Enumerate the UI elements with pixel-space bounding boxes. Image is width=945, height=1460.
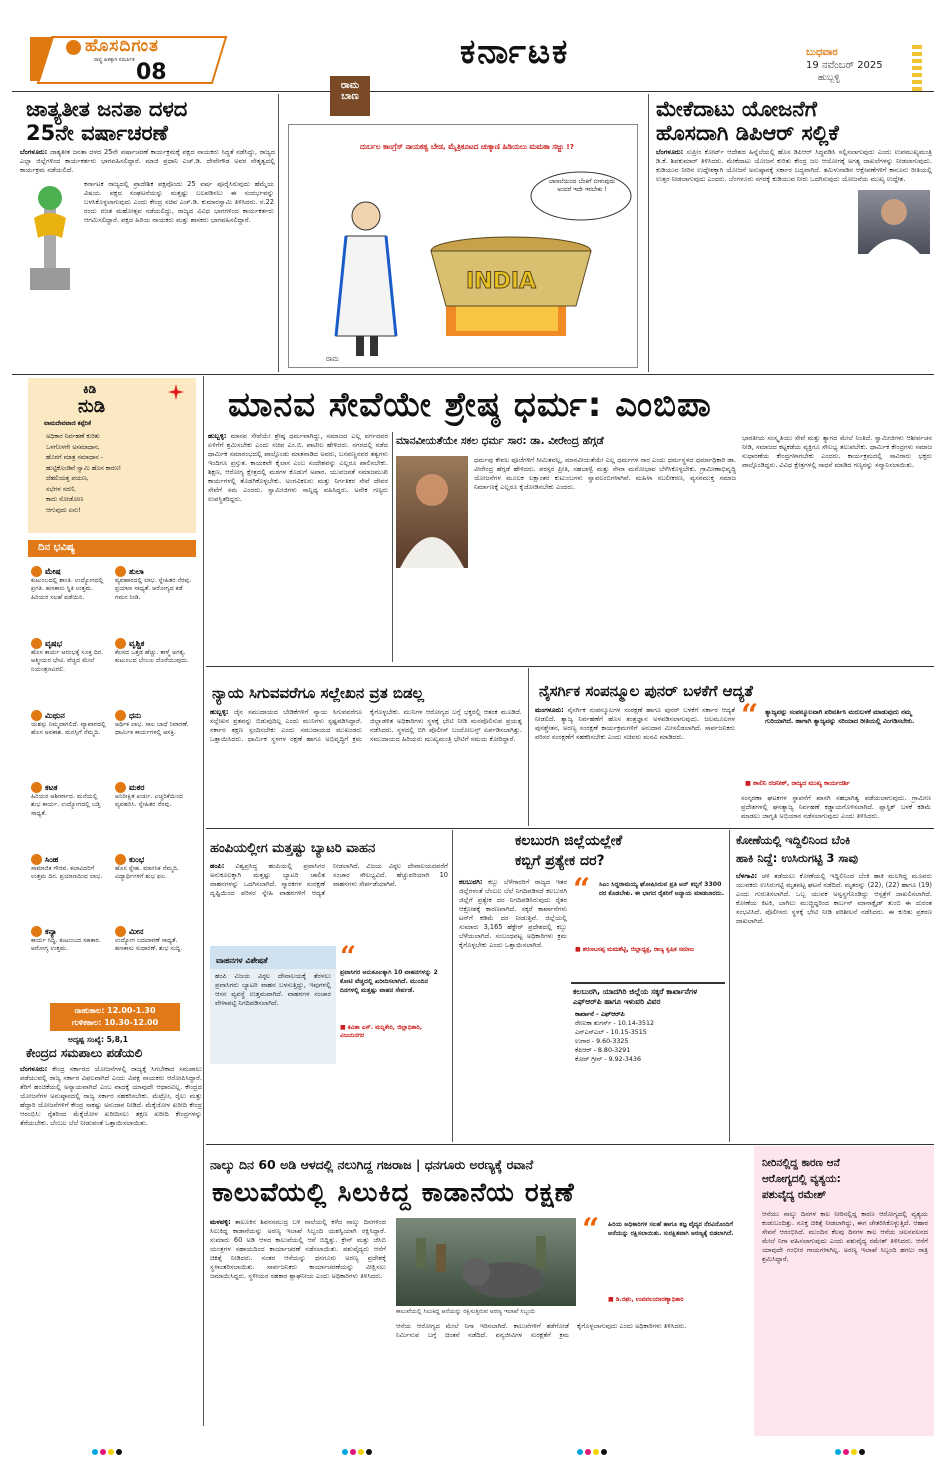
issue-date: 19 ನವೆಂಬರ್ 2025 [806, 60, 883, 71]
logo-block [30, 31, 230, 87]
quote-mark-icon: “ [340, 940, 357, 973]
rule-row-2 [206, 666, 934, 667]
table-row: ಕೆಪಿಆರ್ - 8.80-3291 [575, 1047, 631, 1054]
rule-left-col [203, 376, 204, 1426]
rashi-text: ಅನಿರೀಕ್ಷಿತ ಖರ್ಚು. ಎಚ್ಚರಿಕೆಯಿಂದ ವ್ಯವಹರಿಸಿ. ಸ್ನೇಹಿತರ ನೆರವು. [115, 793, 183, 809]
hampi-body [210, 862, 448, 942]
kalaburagi-quote-box [573, 872, 725, 988]
ramesh-body: ಆನೆಯು ನಾಲ್ಕು ದಿನಗಳ ಕಾಲ ನೀರಿನಲ್ಲಿದ್ದ ಕಾರಣ ಆರೋಗ್ಯದಲ್ಲಿ ವ್ಯತ್ಯಯ ಕಂಡುಬಂದಿತ್ತು. ಸೂಕ್ತ ಚಿಕಿತ್ಸೆ ನೀಡಲಾಗಿದ್ದು, ಈಗ ಚೇತರಿಸಿಕೊಳ್ಳುತ್ತಿದೆ. ಆಹಾರ ಸೇವನೆ ಆರಂಭಿಸಿದೆ. ಮುಂದಿನ ಕೆಲವು ದಿನಗಳ ಕಾಲ ಆನೆಯ ಚಲನವಲನದ ಮೇಲೆ ನಿಗಾ ವಹಿಸಲಾಗುವುದು ಎಂದು ಪಶುವೈದ್ಯ ರಮೇಶ್ ತಿಳಿಸಿದರು. ಆನೆಗೆ ಯಾವುದೇ ಗಂಭೀರ ಗಾಯಗಳಾಗಿಲ್ಲ. ಅರಣ್ಯ ಇಲಾಖೆ ಸಿಬ್ಬಂದಿ ಹಗಲು ರಾತ್ರಿ ಶ್ರಮಿಸಿದ್ದಾರೆ. [762, 1210, 928, 1263]
zodiac-aries-icon [31, 566, 42, 577]
quote-mark-icon: “ [741, 698, 759, 733]
natural-body-2: ಸಂಸ್ಕರಣಾ ಘಟಕಗಳ ಸ್ಥಾಪನೆಗೆ ಖಾಸಗಿ ಸಹಭಾಗಿತ್ವ ಪಡೆಯಲಾಗುವುದು. ಗ್ರಾಮೀಣ ಪ್ರದೇಶಗಳಲ್ಲಿ ಘನತ್ಯಾಜ್ಯ ನಿರ್ವಹಣೆ ಕಡ್ಡಾಯಗೊಳಿಸಲಾಗಿದೆ. ಪ್ಲಾಸ್ಟಿಕ್ ಬಳಕೆ ಕಡಿಮೆ ಮಾಡಲು ಜಾಗೃತಿ ಅಭಿಯಾನ ನಡೆಸಲಾಗುವುದು ಎಂದು ತಿಳಿಸಿದರು. [741, 794, 931, 820]
person-photo-icon [396, 456, 468, 568]
zodiac-leo-icon [31, 854, 42, 865]
rashi-text: ಹಿರಿಯರ ಆಶೀರ್ವಾದ. ಮನೆಯಲ್ಲಿ ಶುಭ ಕಾರ್ಯ. ಉದ್ಯೋಗದಲ್ಲಿ ಬಡ್ತಿ ಸಾಧ್ಯತೆ. [31, 793, 101, 817]
rashi-name: ಕನ್ಯಾ [45, 927, 57, 936]
hampi-story [206, 830, 450, 1142]
rule-row-1 [12, 374, 934, 375]
kidi-line: ಅಧಿಕಾರ ನಿರ್ವಹಣೆ ಕುರಿತು [46, 433, 100, 440]
manava-body-left-text: ಮಾನವ ಸೇವೆಯೇ ಶ್ರೇಷ್ಠ ಧರ್ಮವಾಗಿದ್ದು, ಸಮಾಜದ ಎಲ್ಲ ವರ್ಗದವರ ಏಳಿಗೆಗೆ ಶ್ರಮಿಸಬೇಕು ಎಂದು ಸಚಿವ ಎಂ.ಬಿ. ಪಾಟೀಲ ಹೇಳಿದರು. ನಗರದಲ್ಲಿ ನಡೆದ ಧಾರ್ಮಿಕ ಸಮಾರಂಭದಲ್ಲಿ ಪಾಲ್ಗೊಂಡು ಮಾತನಾಡಿದ ಅವರು, ಬಸವಣ್ಣನವರ ತತ್ವಗಳು ಇಂದಿಗೂ ಪ್ರಸ್ತುತ. ಕಾಯಕವೇ ಕೈಲಾಸ ಎಂಬ ಸಂದೇಶವನ್ನು ಎಲ್ಲರೂ ಪಾಲಿಸಬೇಕು. ಶಿಕ್ಷಣ, ಆರೋಗ್ಯ ಕ್ಷೇತ್ರದಲ್ಲಿ ಮಠಗಳ ಕೊಡುಗೆ ಅಪಾರ. ಯುವಜನತೆ ಸಮಾಜಮುಖಿ ಕಾರ್ಯಗಳಲ್ಲಿ ತೊಡಗಿಕೊಳ್ಳಬೇಕು. ಅಂಗವಿಕಲರು ಮತ್ತು ನಿರ್ಗತಿಕರ ಸೇವೆ ದೇವರ ಸೇವೆಗೆ ಸಮ ಎಂದರು. ಸ್ವಾಮೀಜಿಗಳು ಸಾನ್ನಿಧ್ಯ ವಹಿಸಿದ್ದರು. ಅನೇಕ ಗಣ್ಯರು ಉಪಸ್ಥಿತರಿದ್ದರು. [208, 432, 388, 503]
koneyal-headline-1: ಕೋಣೆಯಲ್ಲಿ ಇದ್ದಿಲಿನಿಂದ ಬೆಂಕಿ [736, 833, 851, 847]
elephant-headline: ಕಾಲುವೆಯಲ್ಲಿ ಸಿಲುಕಿದ್ದ ಕಾಡಾನೆಯ ರಕ್ಷಣೆ [212, 1178, 575, 1208]
logo-tagline: ರಾಷ್ಟ್ರ ಹಿತಕ್ಕಾಗಿ ಸಮರ್ಪಿತ [94, 57, 135, 63]
koneyal-body-text: ಚಳಿ ತಡೆಯಲು ಕೋಣೆಯಲ್ಲಿ ಇದ್ದಿಲಿನಿಂದ ಬೆಂಕಿ ಹಾಕಿ ಮಲಗಿದ್ದ ಮೂವರು ಯುವಕರು ಉಸಿರುಗಟ್ಟಿ ಮೃತಪಟ್ಟ ಘಟನೆ ನಡೆದಿದೆ. ಮೃತರನ್ನು (22), (22) ಹಾಗೂ (19) ಎಂದು ಗುರುತಿಸಲಾಗಿದೆ. ಒಬ್ಬ ಯುವಕ ಅಸ್ವಸ್ಥಗೊಂಡಿದ್ದು ಆಸ್ಪತ್ರೆಗೆ ದಾಖಲಿಸಲಾಗಿದೆ. ಕೋಣೆಯ ಕಿಟಕಿ, ಬಾಗಿಲು ಮುಚ್ಚಿದ್ದರಿಂದ ಕಾರ್ಬನ್ ಮಾನಾಕ್ಸೈಡ್ ತುಂಬಿ ಈ ದುರಂತ ಸಂಭವಿಸಿದೆ. ಪೊಲೀಸರು ಸ್ಥಳಕ್ಕೆ ಭೇಟಿ ನೀಡಿ ಪರಿಶೀಲನೆ ನಡೆಸಿದರು. ಈ ಕುರಿತು ಪ್ರಕರಣ ದಾಖಲಾಗಿದೆ. [736, 872, 932, 925]
cartoon-signature: ರಾಮ [326, 355, 339, 363]
manava-body-right: ಭಾರತೀಯ ಸಂಸ್ಕೃತಿಯು ಸೇವೆ ಮತ್ತು ತ್ಯಾಗದ ಮೇಲೆ ನಿಂತಿದೆ. ಸ್ವಾಮೀಜಿಗಳು ಆಶೀರ್ವಚನ ನೀಡಿ, ಸಮಾಜದ ಕಟ್ಟಕಡೆಯ ವ್ಯಕ್ತಿಗೂ ಸೌಲಭ್ಯ ತಲುಪಬೇಕು. ಧಾರ್ಮಿಕ ಕೇಂದ್ರಗಳು ಸಮಾಜ ಸುಧಾರಣೆಯ ಕೇಂದ್ರಗಳಾಗಬೇಕು ಎಂದರು. ಕಾರ್ಯಕ್ರಮದಲ್ಲಿ ಸಾವಿರಾರು ಭಕ್ತರು ಪಾಲ್ಗೊಂಡಿದ್ದರು. ವಿವಿಧ ಕ್ಷೇತ್ರಗಳಲ್ಲಿ ಸಾಧನೆ ಮಾಡಿದ ಗಣ್ಯರನ್ನು ಸನ್ಮಾನಿಸಲಾಯಿತು. [742, 434, 932, 469]
rashi-item [28, 780, 112, 852]
rashi-item [112, 852, 196, 924]
rashi-text: ಕುಟುಂಬದಲ್ಲಿ ಶಾಂತಿ. ಉದ್ಯೋಗದಲ್ಲಿ ಪ್ರಗತಿ. ಹಣಕಾಸು ಸ್ಥಿತಿ ಉತ್ತಮ. ಹಿರಿಯರ ಸಲಹೆ ಪಡೆಯಿರಿ. [31, 577, 104, 601]
zodiac-cancer-icon [31, 782, 42, 793]
kidi-title-2: ನುಡಿ [78, 396, 106, 417]
rule-mid-2 [452, 830, 453, 1142]
koneyal-body [736, 872, 932, 1138]
rashi-text: ಆರ್ಥಿಕ ಲಾಭ. ಸಾಲ ಬಾಧೆ ನಿವಾರಣೆ. ಧಾರ್ಮಿಕ ಕಾರ್ಯಗಳಲ್ಲಿ ಆಸಕ್ತಿ. [115, 721, 189, 737]
bhavishya-title: ದಿನ ಭವಿಷ್ಯ [38, 542, 75, 553]
elephant-body-text: ತಾಲೂಕಿನ ಶಿವನಸಮುದ್ರ ಬಳಿ ನಾಲೆಯಲ್ಲಿ ಕಳೆದ ನಾಲ್ಕು ದಿನಗಳಿಂದ ಸಿಲುಕಿದ್ದ ಕಾಡಾನೆಯನ್ನು ಅರಣ್ಯ ಇಲಾಖೆ ಸಿಬ್ಬಂದಿ ಯಶಸ್ವಿಯಾಗಿ ರಕ್ಷಿಸಿದ್ದಾರೆ. ಸುಮಾರು 60 ಅಡಿ ಆಳದ ಕಾಲುವೆಯಲ್ಲಿ ಆನೆ ಬಿದ್ದಿತ್ತು. ಕ್ರೇನ್ ಮತ್ತು ಜೆಸಿಬಿ ಯಂತ್ರಗಳ ಸಹಾಯದಿಂದ ಕಾರ್ಯಾಚರಣೆ ನಡೆಸಲಾಯಿತು. ಪಶುವೈದ್ಯರು ಆನೆಗೆ ಚಿಕಿತ್ಸೆ ನೀಡಿದರು. ನಂತರ ಆನೆಯನ್ನು ಧನಗೂರು ಅರಣ್ಯ ಪ್ರದೇಶಕ್ಕೆ ಸ್ಥಳಾಂತರಿಸಲಾಯಿತು. ಸಾರ್ವಜನಿಕರು ಕಾರ್ಯಾಚರಣೆಯನ್ನು ವೀಕ್ಷಿಸಲು ಜಮಾಯಿಸಿದ್ದರು. ಸ್ಥಳೀಯರ ಸಹಕಾರ ಶ್ಲಾಘನೀಯ ಎಂದು ಅಧಿಕಾರಿಗಳು ತಿಳಿಸಿದರು. [210, 1218, 386, 1280]
zodiac-virgo-icon [31, 926, 42, 937]
ramesh-box [754, 1146, 934, 1436]
rashi-name: ಸಿಂಹ [45, 855, 59, 864]
natural-dateline: ಮಂಗಳೂರು: [535, 706, 564, 714]
zodiac-capricorn-icon [115, 782, 126, 793]
rule-mid-1 [528, 668, 529, 826]
rashi-item [112, 708, 196, 780]
rashi-text: ಸಾಮಾಜಿಕ ಗೌರವ. ಕಲಾವಿದರಿಗೆ ಉತ್ತಮ ದಿನ. ಪ್ರಯಾಣದಿಂದ ಲಾಭ. [31, 865, 103, 881]
elephant-kicker: ನಾಲ್ಕು ದಿನ 60 ಅಡಿ ಆಳದಲ್ಲಿ ನಲುಗಿದ್ದ ಗಜರಾಜ | ಧನಗೂರು ಅರಣ್ಯಕ್ಕೆ ರವಾನೆ [210, 1157, 534, 1172]
rashi-text: ಹೊಸ ಕಾರ್ಯ ಆರಂಭಕ್ಕೆ ಸೂಕ್ತ ದಿನ. ಆತ್ಮೀಯರ ಭೇಟಿ. ವೆಚ್ಚದ ಮೇಲೆ ನಿಯಂತ್ರಣವಿರಲಿ. [31, 649, 104, 673]
koneyal-story [732, 830, 934, 1142]
zodiac-sagittarius-icon [115, 710, 126, 721]
elephant-quote-box [582, 1212, 750, 1314]
natural-quote: ತ್ಯಾಜ್ಯವನ್ನು ಸಂಪನ್ಮೂಲವಾಗಿ ಪರಿವರ್ತಿಸಿ ಮರುಬಳಕೆ ಮಾಡುವುದು ನಮ್ಮ ಗುರಿಯಾಗಿದೆ. ಹಾಗಾಗಿ ತ್ಯಾಜ್ಯವನ್ನು ಸರಿಯಾದ ರೀತಿಯಲ್ಲಿ ವಿಂಗಡಿಸಬೇಕು. [765, 708, 915, 725]
rashi-item [112, 564, 196, 636]
rashi-name: ವೃಷಭ [45, 639, 62, 648]
jds-lead [20, 148, 275, 178]
rashi-name: ಕುಂಭ [129, 855, 145, 864]
kalaburagi-box-rows [571, 1010, 725, 1064]
rule-top-left [278, 94, 279, 372]
rashi-text: ಯಶಸ್ಸು ನಿಮ್ಮದಾಗಲಿದೆ. ವ್ಯಾಪಾರದಲ್ಲಿ ಹೊಸ ಅವಕಾಶ. ಮನಸ್ಸಿಗೆ ನೆಮ್ಮದಿ. [31, 721, 106, 737]
ramabana-badge [330, 76, 370, 116]
rashi-text: ಹೊಸ ಸ್ನೇಹ. ಮಾನಸಿಕ ನೆಮ್ಮದಿ. ವಿದ್ಯಾರ್ಥಿಗಳಿಗೆ ಶುಭ ಫಲ. [115, 865, 180, 881]
kidi-spark-icon [168, 384, 184, 400]
rashi-name: ವೃಶ್ಚಿಕ [129, 639, 145, 648]
rashi-item [28, 636, 112, 708]
elephant-story [206, 1146, 752, 1438]
kidi-nudi-box [28, 378, 196, 533]
zodiac-libra-icon [115, 566, 126, 577]
ramesh-headline-1: ನೀರಿನಲ್ಲಿದ್ದ ಕಾರಣ ಆನೆ [762, 1157, 840, 1169]
manava-sub-body: ಧರ್ಮವು ಕೇವಲ ಪೂಜೆಗಳಿಗೆ ಸೀಮಿತವಲ್ಲ, ಮಾನವೀಯತೆಯೇ ಎಲ್ಲ ಧರ್ಮಗಳ ಸಾರ ಎಂದು ಧರ್ಮಸ್ಥಳದ ಧರ್ಮಾಧಿಕಾರಿ ಡಾ. ವೀರೇಂದ್ರ ಹೆಗ್ಗಡೆ ಹೇಳಿದರು. ಪರಸ್ಪರ ಪ್ರೀತಿ, ಸಹಬಾಳ್ವೆ ಮತ್ತು ಸೇವಾ ಮನೋಭಾವ ಬೆಳೆಸಿಕೊಳ್ಳಬೇಕು. ಗ್ರಾಮೀಣಾಭಿವೃದ್ಧಿ ಯೋಜನೆಗಳ ಮೂಲಕ ಲಕ್ಷಾಂತರ ಕುಟುಂಬಗಳು ಸ್ವಾವಲಂಬಿಗಳಾಗಿವೆ. ಮಹಿಳಾ ಸಬಲೀಕರಣ, ವ್ಯಸನಮುಕ್ತ ಸಮಾಜ ನಿರ್ಮಾಣಕ್ಕೆ ಎಲ್ಲರೂ ಕೈಜೋಡಿಸಬೇಕು ಎಂದರು. [474, 456, 736, 491]
manava-photo [396, 456, 468, 568]
natural-story [531, 668, 934, 828]
kidi-line: ಕಾದು ನೋಡೋಣ [46, 496, 84, 503]
rashi-item [28, 564, 112, 636]
sallekhana-dateline: ಹುಬ್ಬಳ್ಳಿ: [210, 708, 229, 716]
rashi-item [112, 780, 196, 852]
ramabana-badge-top: ರಾಮ [340, 80, 360, 91]
natural-headline: ನೈಸರ್ಗಿಕ ಸಂಪನ್ಮೂಲ ಪುನರ್ ಬಳಕೆಗೆ ಆದ್ಯತೆ [539, 682, 753, 700]
rashi-name: ಮಕರ [129, 783, 145, 792]
kalaburagi-headline-1: ಕಲಬುರಗಿ ಜಿಲ್ಲೆಯಲ್ಲೇಕೆ [515, 833, 623, 849]
mekedatu-headline-1: ಮೇಕೆದಾಟು ಯೋಜನೆಗೆ [656, 97, 817, 121]
natural-body [535, 706, 735, 826]
gulikakala: ಗುಳಿಕಕಾಲ: 10.30-12.00 [71, 1018, 159, 1027]
zodiac-scorpio-icon [115, 638, 126, 649]
hampi-box-title: ವಾಹನಗಳ ವಿಶೇಷತೆ [216, 956, 268, 965]
ramesh-headline-3: ಪಶುವೈದ್ಯ ರಮೇಶ್ [762, 1189, 827, 1201]
hampi-dateline: ಹಂಪಿ: [210, 862, 225, 870]
cartoon-bubble-text: ಬಾಣಲೆಯಿಂದ ಬೆಂಕಿಗೆ ಬೀಳುವುದು ಅಂದರೆ ಇದೇ ಇರಬೇಕು ! [548, 178, 616, 193]
kidi-title-1: ಕಿಡಿ [83, 382, 97, 396]
manava-headline: ಮಾನವ ಸೇವೆಯೇ ಶ್ರೇಷ್ಠ ಧರ್ಮ: ಎಂಬಿಪಾ [228, 385, 712, 425]
hampi-headline: ಹಂಪಿಯಲ್ಲೀಗ ಮತ್ತಷ್ಟು ಬ್ಯಾಟರಿ ವಾಹನ [210, 841, 376, 856]
cartoon-pot-text: INDIA [466, 269, 537, 294]
manava-sub-headline: ಮಾನವೀಯತೆಯೇ ಸಕಲ ಧರ್ಮ ಸಾರ: ಡಾ. ವೀರೇಂದ್ರ ಹೆಗ್ಗಡೆ [396, 435, 604, 447]
zodiac-gemini-icon [31, 710, 42, 721]
rule-top-right [648, 94, 649, 372]
masthead [0, 0, 945, 92]
central-share-headline: ಕೇಂದ್ರದ ಸಮಪಾಲು ಪಡೆಯಲಿ [26, 1046, 143, 1060]
dina-bhavishya [28, 540, 196, 1080]
registration-marks-icon [90, 1447, 870, 1457]
kidi-line: ಆಗುವುದು ಏನು! [46, 506, 81, 514]
lucky-number: ಅದೃಷ್ಟ ಸಂಖ್ಯೆ: 5,8,1 [68, 1035, 128, 1044]
rashi-grid [28, 564, 196, 996]
kalaburagi-headline-2: ಕಬ್ಬಿಗೆ ಪ್ರತ್ಯೇಕ ದರ? [515, 853, 605, 869]
manava-rule [392, 432, 393, 662]
zodiac-pisces-icon [115, 926, 126, 937]
rashi-item [112, 924, 196, 996]
kalaburagi-box-title: ಕಲಬುರಗಿ, ಯಾದಗಿರಿ ಜಿಲ್ಲೆಯ ಸಕ್ಕರೆ ಕಾರ್ಖಾನೆಗಳ ಎಫ್‌ಆರ್‌ಪಿ ಹಾಗೂ ಇಳುವರಿ ವಿವರ [573, 987, 698, 1006]
koneyal-headline-2: ಹಾಕಿ ನಿದ್ದೆ: ಉಸಿರುಗಟ್ಟಿ 3 ಸಾವು [736, 851, 858, 865]
rashi-text: ವ್ಯವಹಾರದಲ್ಲಿ ಲಾಭ. ಸ್ನೇಹಿತರ ನೆರವು. ಪ್ರಯಾಣ ಸಾಧ್ಯತೆ. ಆರೋಗ್ಯದ ಕಡೆ ಗಮನ ನೀಡಿ. [115, 577, 192, 601]
rashi-item [112, 636, 196, 708]
cartoon-caption: ದುರ್ಬಲ ಕಾಂಗ್ರೆಸ್ ನಾಯಕತ್ವ ಬೇಡ, ಮೈತ್ರಿಕೂಟದ ಚುಕ್ಕಾಣಿ ಹಿಡಿಯಲು ಮಮತಾ ಸಜ್ಜು !? [360, 142, 574, 151]
rashi-name: ಮೇಷ [45, 567, 61, 576]
bhavishya-title-bar [28, 540, 196, 557]
elephant-quote: ಹಿರಿಯ ಅಧಿಕಾರಿಗಳ ಸಲಹೆ ಹಾಗೂ ತಜ್ಞ ವೈದ್ಯರ ನೆರವಿನೊಂದಿಗೆ ಆನೆಯನ್ನು ರಕ್ಷಿಸಲಾಯಿತು. ಸುರಕ್ಷಿತವಾಗಿ ಅರಣ್ಯಕ್ಕೆ ಬಿಡಲಾಗಿದೆ. [608, 1221, 734, 1237]
natural-quote-author: ■ ಶಾಲಿನಿ ರಜನೀಶ್, ರಾಜ್ಯದ ಮುಖ್ಯ ಕಾರ್ಯದರ್ಶಿ [745, 780, 850, 787]
sallekhana-body-text: ಜೈನ ಸಮುದಾಯದ ಬೇಡಿಕೆಗಳಿಗೆ ನ್ಯಾಯ ಸಿಗುವವರೆಗೂ ಸಲ್ಲೇಖನ ವ್ರತವನ್ನು ಬಿಡುವುದಿಲ್ಲ ಎಂದು ಮುನಿಗಳು ಸ್ಪಷ್ಟಪಡಿಸಿದ್ದಾರೆ. ಸರ್ಕಾರ ತಕ್ಷಣ ಸ್ಪಂದಿಸಬೇಕು ಎಂದು ಸಮುದಾಯದ ಮುಖಂಡರು ಒತ್ತಾಯಿಸಿದರು. ಧಾರ್ಮಿಕ ಸ್ಥಳಗಳ ರಕ್ಷಣೆ ಹಾಗೂ ಅಭಿವೃದ್ಧಿಗೆ ಕ್ರಮ ಕೈಗೊಳ್ಳಬೇಕು. ಮುನಿಗಳ ಆರೋಗ್ಯದ ಬಗ್ಗೆ ಭಕ್ತರಲ್ಲಿ ಆತಂಕ ಮೂಡಿದೆ. ಜಿಲ್ಲಾಡಳಿತ ಅಧಿಕಾರಿಗಳು ಸ್ಥಳಕ್ಕೆ ಭೇಟಿ ನೀಡಿ ಮನವೊಲಿಸುವ ಪ್ರಯತ್ನ ನಡೆಸಿದರು. ಸ್ಥಳದಲ್ಲಿ ಬಿಗಿ ಪೊಲೀಸ್ ಬಂದೋಬಸ್ತ್ ಏರ್ಪಡಿಸಲಾಗಿತ್ತು. ಸಮುದಾಯದ ಹಿರಿಯರು ಮುಖ್ಯಮಂತ್ರಿ ಭೇಟಿಗೆ ಸಮಯ ಕೋರಿದ್ದಾರೆ. [210, 708, 522, 743]
table-row: ರೇಣುಕಾ ಶುಗರ್ಸ್ - 10.14-3512 [575, 1020, 655, 1027]
table-row: ಉಗಾರ - 9.60-3325 [575, 1038, 629, 1045]
kalaburagi-quote-author: ■ ಶರಣಬಸಪ್ಪ ಮಮಶೆಟ್ಟಿ, ಜಿಲ್ಲಾಧ್ಯಕ್ಷ, ರಾಜ್ಯ ಕೃಷಿಕ ಸಮಾಜ [575, 946, 694, 953]
mekedatu-body-text: ಸುಪ್ರೀಂ ಕೋರ್ಟ್ ಆದೇಶದ ಹಿನ್ನೆಲೆಯಲ್ಲಿ ಹೊಸ ಡಿಪಿಆರ್ ಸಿದ್ಧಪಡಿಸಿ ಸಲ್ಲಿಸಲಾಗುವುದು ಎಂದು ಉಪಮುಖ್ಯಮಂತ್ರಿ ಡಿ.ಕೆ. ಶಿವಕುಮಾರ್ ತಿಳಿಸಿದರು. ಮೇಕೆದಾಟು ಯೋಜನೆ ಕುರಿತು ಕೇಂದ್ರ ಜಲ ಆಯೋಗಕ್ಕೆ ಅಗತ್ಯ ದಾಖಲೆಗಳನ್ನು ನೀಡಲಾಗುವುದು. ಕುಡಿಯುವ ನೀರಿನ ಉದ್ದೇಶಕ್ಕಾಗಿ ಯೋಜನೆ ಅನುಷ್ಠಾನಕ್ಕೆ ಸರ್ಕಾರ ಬದ್ಧವಾಗಿದೆ. ತಮಿಳುನಾಡಿನ ಆಕ್ಷೇಪಣೆಗಳಿಗೆ ಕಾನೂನು ರೀತಿಯಲ್ಲಿ ಉತ್ತರ ನೀಡಲಾಗುವುದು ಎಂದರು. ಬೆಂಗಳೂರು ನಗರಕ್ಕೆ ಕುಡಿಯುವ ನೀರು ಒದಗಿಸುವುದು ಯೋಜನೆಯ ಮುಖ್ಯ ಉದ್ದೇಶ. [656, 148, 932, 183]
hampi-info-box [210, 946, 336, 1064]
rashi-name: ಮಿಥುನ [45, 711, 65, 720]
hampi-box-title-bar [210, 946, 336, 969]
rule-mid-3 [729, 830, 730, 1142]
issue-city: ಹುಬ್ಬಳ್ಳಿ [818, 73, 840, 83]
manava-story [206, 376, 934, 666]
koneyal-dateline: ಬೆಳಗಾವಿ: [736, 872, 758, 880]
table-row: ಎನ್ಎಸ್ಎಲ್ - 10.15-3515 [575, 1029, 647, 1036]
elephant-body-2: ಆನೆಯ ಆರೋಗ್ಯದ ಮೇಲೆ ನಿಗಾ ಇರಿಸಲಾಗಿದೆ. ಕಾಲುವೆಗಳಿಗೆ ತಡೆಗೋಡೆ ನಿರ್ಮಿಸುವ ಬಗ್ಗೆ ಚಿಂತನೆ ನಡೆದಿದೆ. ವನ್ಯಜೀವಿಗಳ ಸುರಕ್ಷತೆಗೆ ಕ್ರಮ ಕೈಗೊಳ್ಳಲಾಗುವುದು ಎಂದು ಅಧಿಕಾರಿಗಳು ತಿಳಿಸಿದರು. [396, 1322, 687, 1339]
kidi-author: ವಾಮದೇವವಾಣಿ ಕಪ್ಪೆರಿಕೆ [44, 420, 92, 427]
central-share-body [20, 1065, 202, 1423]
central-share-story [12, 1047, 202, 1427]
kidi-line: ದೆಹಲಿಯತ್ತ ಪಯಣ, [46, 475, 89, 482]
elephant-photo-icon [396, 1218, 576, 1306]
kidi-line: ಸಭೆಗಳ ಸರಣಿ, [46, 485, 76, 493]
hampi-quote: ಪ್ರವಾಸಿಗರ ಅನುಕೂಲಕ್ಕಾಗಿ 10 ವಾಹನಗಳನ್ನು 2 ಕೋಟಿ ವೆಚ್ಚದಲ್ಲಿ ಖರೀದಿಸಲಾಗಿದೆ. ಮುಂದಿನ ದಿನಗಳಲ್ಲಿ ಮತ್ತಷ್ಟು ವಾಹನ ಸೇರ್ಪಡೆ. [340, 969, 438, 994]
quote-mark-icon: “ [582, 1212, 600, 1247]
sallekhana-body [210, 708, 522, 824]
kalaburagi-dateline: ಕಲಬುರಗಿ: [459, 878, 483, 886]
mekedatu-dateline: ಬೆಂಗಳೂರು: [656, 148, 684, 156]
zodiac-aquarius-icon [115, 854, 126, 865]
table-row: ಕಾರ್ಖಾನೆ - ಎಫ್‌ಆರ್‌ಪಿ [575, 1011, 625, 1018]
logo-name: ಹೊಸದಿಗಂತ [85, 36, 160, 56]
kalaburagi-story [455, 830, 727, 1142]
rahukala: ರಾಹುಕಾಲ: 12.00-1.30 [74, 1006, 156, 1015]
elephant-dateline: ಮಳವಳ್ಳಿ: [210, 1218, 231, 1226]
elephant-quote-author: ■ ಡಿ.ರಘು, ಉಪವಲಯಾರಣ್ಯಾಧಿಕಾರಿ [608, 1296, 684, 1303]
rashi-name: ಧನು [129, 711, 142, 720]
ramabana-badge-bottom: ಬಾಣ [341, 91, 359, 102]
kala-box [50, 1003, 180, 1031]
central-share-body-text: ಕೇಂದ್ರ ಸರ್ಕಾರದ ಯೋಜನೆಗಳಲ್ಲಿ ರಾಜ್ಯಕ್ಕೆ ಸಿಗಬೇಕಾದ ಸಮಪಾಲು ಪಡೆಯುವಲ್ಲಿ ರಾಜ್ಯ ಸರ್ಕಾರ ವಿಫಲವಾಗಿದೆ ಎಂದು ವಿಪಕ್ಷ ನಾಯಕರು ಆರೋಪಿಸಿದ್ದಾರೆ. ತೆರಿಗೆ ಹಂಚಿಕೆಯಲ್ಲಿ ಅನ್ಯಾಯವಾಗಿದೆ ಎಂಬ ವಾದಕ್ಕೆ ಯಾವುದೇ ಆಧಾರವಿಲ್ಲ. ಕೇಂದ್ರದ ಯೋಜನೆಗಳ ಅನುಷ್ಠಾನದಲ್ಲಿ ರಾಜ್ಯ ಸರ್ಕಾರ ಸಹಕರಿಸಬೇಕು. ಮೆಟ್ರೋ, ರೈಲು ಮತ್ತು ಹೆದ್ದಾರಿ ಯೋಜನೆಗಳಿಗೆ ಕೇಂದ್ರ ಸಾಕಷ್ಟು ಅನುದಾನ ನೀಡಿದೆ. ಮೆಕ್ಕೆಜೋಳ ಖರೀದಿ ಕೇಂದ್ರ ಆರಂಭಿಸಿ: ರೈತರಿಂದ ಮೆಕ್ಕೆಜೋಳ ಖರೀದಿಸಲು ತಕ್ಷಣ ಖರೀದಿ ಕೇಂದ್ರಗಳನ್ನು ತೆರೆಯಬೇಕು. ಬೆಂಬಲ ಬೆಲೆ ನೀಡುವಂತೆ ಒತ್ತಾಯಿಸಲಾಯಿತು. [20, 1065, 202, 1127]
section-title: ಕರ್ನಾಟಕ [460, 32, 570, 72]
manava-dateline: ಹುಬ್ಬಳ್ಳಿ: [208, 432, 227, 440]
jds-body-1: ಜಾತ್ಯತೀತ ಜನತಾ ದಳದ 25ನೇ ವರ್ಷಾಚರಣೆ ಕಾರ್ಯಕ್ರಮಕ್ಕೆ ಪಕ್ಷದ ನಾಯಕರು ಸಿದ್ಧತೆ ನಡೆಸಿದ್ದು, ರಾಜ್ಯದ ಎಲ್ಲಾ ಜಿಲ್ಲೆಗಳಿಂದ ಕಾರ್ಯಕರ್ತರು ಭಾಗವಹಿಸಲಿದ್ದಾರೆ. ಮಾಜಿ ಪ್ರಧಾನಿ ಎಚ್.ಡಿ. ದೇವೇಗೌಡ ಅವರ ನೇತೃತ್ವದಲ್ಲಿ ಕಾರ್ಯಕ್ರಮ ನಡೆಯಲಿದೆ. [20, 148, 275, 174]
elephant-photo [396, 1218, 576, 1306]
color-stripe [912, 45, 922, 91]
jds-headline-1: ಜಾತ್ಯತೀತ ಜನತಾ ದಳದ [26, 97, 188, 121]
hampi-quote-box [340, 940, 448, 1138]
jds-story [12, 94, 277, 374]
kalaburagi-quote: ಸಿಎಂ ಸಿದ್ದರಾಮಯ್ಯ ಘೋಷಿಸಿರುವ ಪ್ರತಿ ಟನ್ ಕಬ್ಬಿಗೆ 3300 ದರ ಕೊಡಬೇಕು. ಈ ಭಾಗದ ರೈತರಿಗೆ ಅನ್ಯಾಯ ಮಾಡಬಾರದು. [599, 881, 725, 897]
rashi-name: ಕಟಕ [45, 783, 58, 792]
color-registration-dots [90, 1442, 870, 1452]
kalaburagi-info-box [571, 982, 725, 1140]
table-row: ಕೋರ್ ಗ್ರೀನ್ - 9.92-3436 [575, 1056, 641, 1063]
rule-row-4 [206, 1144, 934, 1145]
rashi-item [28, 852, 112, 924]
natural-quote-box [741, 698, 931, 794]
kalaburagi-body [459, 878, 567, 1064]
page-number: 08 [136, 60, 167, 85]
sallekhana-story [206, 668, 526, 828]
mekedatu-body [656, 148, 932, 370]
zodiac-taurus-icon [31, 638, 42, 649]
masthead-rule [12, 91, 934, 92]
kalaburagi-body-text: ಕಬ್ಬು ಬೆಳೆಗಾರರಿಗೆ ರಾಜ್ಯದ ಇತರ ಜಿಲ್ಲೆಗಳಂತೆ ಬೆಂಬಲ ಬೆಲೆ ನಿಗದಿಪಡಿಸದೆ ಕಲಬುರಗಿ ಜಿಲ್ಲೆಗೆ ಪ್ರತ್ಯೇಕ ದರ ನಿಗದಿಪಡಿಸಿರುವುದು ರೈತರ ಆಕ್ರೋಶಕ್ಕೆ ಕಾರಣವಾಗಿದೆ. ಸಕ್ಕರೆ ಕಾರ್ಖಾನೆಗಳು ಟನ್‌ಗೆ ಕಡಿಮೆ ದರ ನೀಡುತ್ತಿವೆ. ಜಿಲ್ಲೆಯಲ್ಲಿ ಸುಮಾರು 3,165 ಹೆಕ್ಟೇರ್ ಪ್ರದೇಶದಲ್ಲಿ ಕಬ್ಬು ಬೆಳೆಯಲಾಗಿದೆ. ಸಂಬಂಧಪಟ್ಟ ಅಧಿಕಾರಿಗಳು ಕ್ರಮ ಕೈಗೊಳ್ಳಬೇಕು ಎಂದು ಒತ್ತಾಯಿಸಲಾಗಿದೆ. [459, 878, 567, 949]
manava-body-left [208, 432, 388, 662]
kidi-line: ಒಳಗೊಳಗೇ ಅಸಮಾಧಾನ, [46, 443, 100, 451]
jds-body-2: ಕರ್ನಾಟಕ ರಾಜ್ಯದಲ್ಲಿ ಪ್ರಾದೇಶಿಕ ಪಕ್ಷವೊಂದು 25 ವರ್ಷ ಪೂರೈಸಿರುವುದು ಹೆಮ್ಮೆಯ ವಿಷಯ. ಪಕ್ಷದ ಸಂಘಟನೆಯನ್ನು ಮತ್ತಷ್ಟು ಬಲಪಡಿಸಲು ಈ ಸಂದರ್ಭವನ್ನು ಬಳಸಿಕೊಳ್ಳಲಾಗುವುದು ಎಂದು ಕೇಂದ್ರ ಸಚಿವ ಎಚ್.ಡಿ. ಕುಮಾರಸ್ವಾಮಿ ತಿಳಿಸಿದರು. ನ.22 ರಂದು ರಜತ ಮಹೋತ್ಸವ ನಡೆಯಲಿದ್ದು, ರಾಜ್ಯದ ವಿವಿಧ ಭಾಗಗಳಿಂದ ಕಾರ್ಯಕರ್ತರು ಆಗಮಿಸಲಿದ್ದಾರೆ. ಪಕ್ಷದ ಹಿರಿಯ ನಾಯಕರು ಮತ್ತು ಶಾಸಕರು ಭಾಗವಹಿಸಲಿದ್ದಾರೆ. [84, 180, 274, 224]
jds-dateline: ಬೆಂಗಳೂರು: [20, 148, 48, 156]
rule-row-3 [206, 828, 934, 829]
hampi-box-body: ಹಂಪಿ ವಿಜಯ ವಿಠ್ಠಲ ದೇವಾಲಯಕ್ಕೆ ತೆರಳಲು ಪ್ರವಾಸಿಗರು ಬ್ಯಾಟರಿ ವಾಹನ ಬಳಸುತ್ತಿದ್ದು, ಇವುಗಳಲ್ಲಿ ಆಸನ ವ್ಯವಸ್ಥೆ ಉತ್ತಮವಾಗಿದೆ. ವಾಹನಗಳ ಸಂಚಾರ ವೇಳಾಪಟ್ಟಿ ನಿಗದಿಪಡಿಸಲಾಗಿದೆ. [215, 972, 331, 1007]
mekedatu-story [650, 94, 935, 374]
rashi-name: ತುಲಾ [129, 567, 144, 576]
elephant-body [210, 1218, 386, 1434]
ramesh-headline-2: ಆರೋಗ್ಯದಲ್ಲಿ ವ್ಯತ್ಯಯ: [762, 1173, 841, 1185]
rashi-item [28, 708, 112, 780]
rashi-text: ಕಾರ್ಯ ಸಿದ್ಧಿ. ಕುಟುಂಬದ ಸಹಕಾರ. ಆರೋಗ್ಯ ಉತ್ತಮ. [31, 937, 101, 953]
elephant-photo-caption: ಕಾಲುವೆಯಲ್ಲಿ ಸಿಲುಕಿದ್ದ ಆನೆಯನ್ನು ರಕ್ಷಿಸುತ್ತಿರುವ ಅರಣ್ಯ ಇಲಾಖೆ ಸಿಬ್ಬಂದಿ [396, 1308, 535, 1315]
quote-mark-icon: “ [573, 872, 591, 907]
mekedatu-headline-2: ಹೊಸದಾಗಿ ಡಿಪಿಆರ್ ಸಲ್ಲಿಕೆ [656, 121, 839, 145]
logo-emblem-icon [66, 40, 81, 55]
natural-body-text: ನೈಸರ್ಗಿಕ ಸಂಪನ್ಮೂಲಗಳ ಸಂರಕ್ಷಣೆ ಹಾಗೂ ಪುನರ್ ಬಳಕೆಗೆ ಸರ್ಕಾರ ಆದ್ಯತೆ ನೀಡಲಿದೆ. ತ್ಯಾಜ್ಯ ನಿರ್ವಹಣೆಗೆ ಹೊಸ ತಂತ್ರಜ್ಞಾನ ಅಳವಡಿಸಲಾಗುವುದು. ಜಲಮೂಲಗಳ ಪುನಶ್ಚೇತನ, ಅರಣ್ಯ ಸಂರಕ್ಷಣೆ ಕಾರ್ಯಕ್ರಮಗಳಿಗೆ ಅನುದಾನ ಮೀಸಲಿಡಲಾಗಿದೆ. ಸಾರ್ವಜನಿಕರು ಪರಿಸರ ಸಂರಕ್ಷಣೆಗೆ ಸಹಕರಿಸಬೇಕು ಎಂದು ಸಚಿವರು ಮನವಿ ಮಾಡಿದರು. [535, 706, 735, 741]
kidi-line: ಹೊರಗೆ ಮಾತ್ರ ಸಮಾಧಾನ - [46, 454, 104, 461]
jds-emblem-image [20, 178, 80, 293]
ramabana-cartoon [280, 80, 646, 374]
sallekhana-headline: ನ್ಯಾಯ ಸಿಗುವವರೆಗೂ ಸಲ್ಲೇಖನ ವ್ರತ ಬಿಡಲ್ಲ [212, 684, 425, 702]
kidi-lines [46, 432, 194, 516]
rashi-name: ಮೀನ [129, 927, 144, 936]
hampi-body-text: ವಿಶ್ವಪ್ರಸಿದ್ಧ ಹಂಪಿಯಲ್ಲಿ ಪ್ರವಾಸಿಗರ ಅನುಕೂಲಕ್ಕಾಗಿ ಮತ್ತಷ್ಟು ಬ್ಯಾಟರಿ ಚಾಲಿತ ವಾಹನಗಳನ್ನು ಒದಗಿಸಲಾಗಿದೆ. ಸ್ಮಾರಕಗಳ ಸಂರಕ್ಷಣೆ ದೃಷ್ಟಿಯಿಂದ ಪರಿಸರ ಸ್ನೇಹಿ ವಾಹನಗಳಿಗೆ ಆದ್ಯತೆ ನೀಡಲಾಗಿದೆ. ವಿಜಯ ವಿಠ್ಠಲ ದೇವಾಲಯದವರೆಗೆ ಸಂಚಾರ ಸೌಲಭ್ಯವಿದೆ. ಹೆಚ್ಚುವರಿಯಾಗಿ 10 ವಾಹನಗಳು ಸೇರ್ಪಡೆಯಾಗಿವೆ. [210, 862, 448, 897]
hampi-quote-author: ■ ಕವಿತಾ ಎಸ್. ಮನ್ನಿಕೇರಿ, ಜಿಲ್ಲಾಧಿಕಾರಿ, ವಿಜಯನಗರ [340, 1024, 423, 1039]
issue-day: ಬುಧವಾರ [806, 47, 838, 58]
rashi-text: ಕೆಲಸದ ಒತ್ತಡ ಹೆಚ್ಚು. ತಾಳ್ಮೆ ಅಗತ್ಯ. ಕುಟುಂಬದ ಬೆಂಬಲ ದೊರೆಯುವುದು. [115, 649, 190, 665]
rashi-text: ಉದ್ಯೋಗ ಬದಲಾವಣೆ ಸಾಧ್ಯತೆ. ಹಣಕಾಸು ಸುಧಾರಣೆ. ಶುಭ ಸುದ್ದಿ. [115, 937, 183, 953]
kidi-line: ಹುಟ್ಟಿಕೊಂಡಿವೆ ಸ್ವಾಮಿ ಹೊಸ ಕಾರಣ! [46, 464, 122, 472]
jds-headline-2: 25ನೇ ವರ್ಷಾಚರಣೆ [26, 121, 168, 145]
central-share-dateline: ಬೆಂಗಳೂರು: [20, 1065, 48, 1073]
rashi-item [28, 924, 112, 996]
